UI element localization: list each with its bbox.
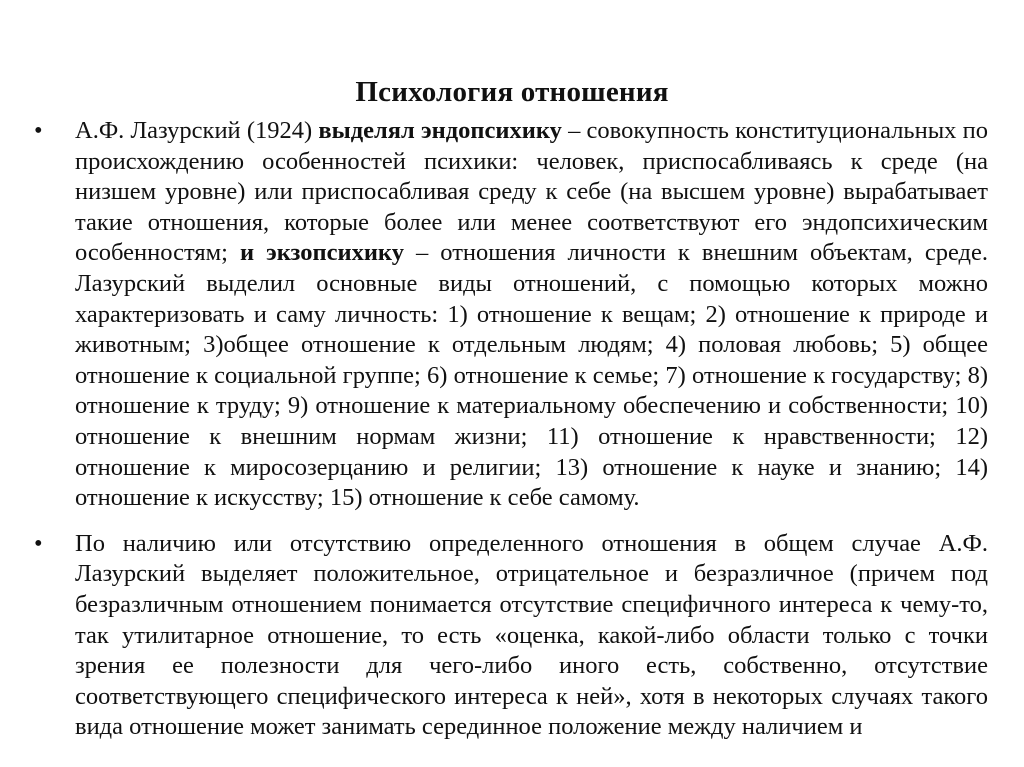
text-segment: По наличию или отсутствию определенного отношения в общем случае А.Ф. Лазурский выделяет положительное, отрицательное и безразличное (причем под безразличным отношением понимается отсутствие специфичного интереса к чему-то, так утилитарное отношение, то есть «оценка, какой-либо области только с точки зрения ее полезности для чего-либо иного есть, собственно, отсутствие соответствующего специфического интереса к ней», хотя в некоторых случаях такого вида отношение может занимать серединное положение между наличием и <box>75 529 988 741</box>
bold-term-endopsyche: выделял эндопсихику <box>318 117 562 144</box>
paragraph-text <box>75 117 988 511</box>
text-segment: – совокупность конституциональных по происхождению особенностей психики: человек, приспосабливаясь к среде (на низшем уровне) или приспосабливая среду к себе (на высшем уровне) вырабатывает такие отношения, которые более или менее соответствуют его эндопсихическим особенностям; <box>75 117 988 267</box>
bullet-marker: • <box>34 529 43 557</box>
bullet-item <box>0 529 1024 743</box>
text-segment: А.Ф. Лазурский (1924) <box>75 117 319 144</box>
paragraph-text <box>75 530 988 741</box>
bullet-marker: • <box>34 117 43 144</box>
bullet-item <box>0 116 1024 514</box>
text-segment: – отношения личности к внешним объектам, среде. Лазурский выделил основные виды отношений, с помощью которых можно характеризовать и саму личность: 1) отношение к вещам; 2) отношение к природе и животным; 3)общее отношение к отдельным людям; 4) половая любовь; 5) общее отношение к социальной группе; 6) отношение к семье; 7) отношение к государству; 8) отношение к труду; 9) отношение к материальному обеспечению и собственности; 10) отношение к внешним нормам жизни; 11) отношение к нравственности; 12) отношение к миросозерцанию и религии; 13) отношение к науке и знанию; 14) отношение к искусству; 15) отношение к себе самому. <box>75 239 988 512</box>
slide-title: Психология отношения <box>355 76 669 108</box>
bold-term-exopsyche: и экзопсихику <box>239 239 404 267</box>
bullet-list <box>0 116 1024 743</box>
